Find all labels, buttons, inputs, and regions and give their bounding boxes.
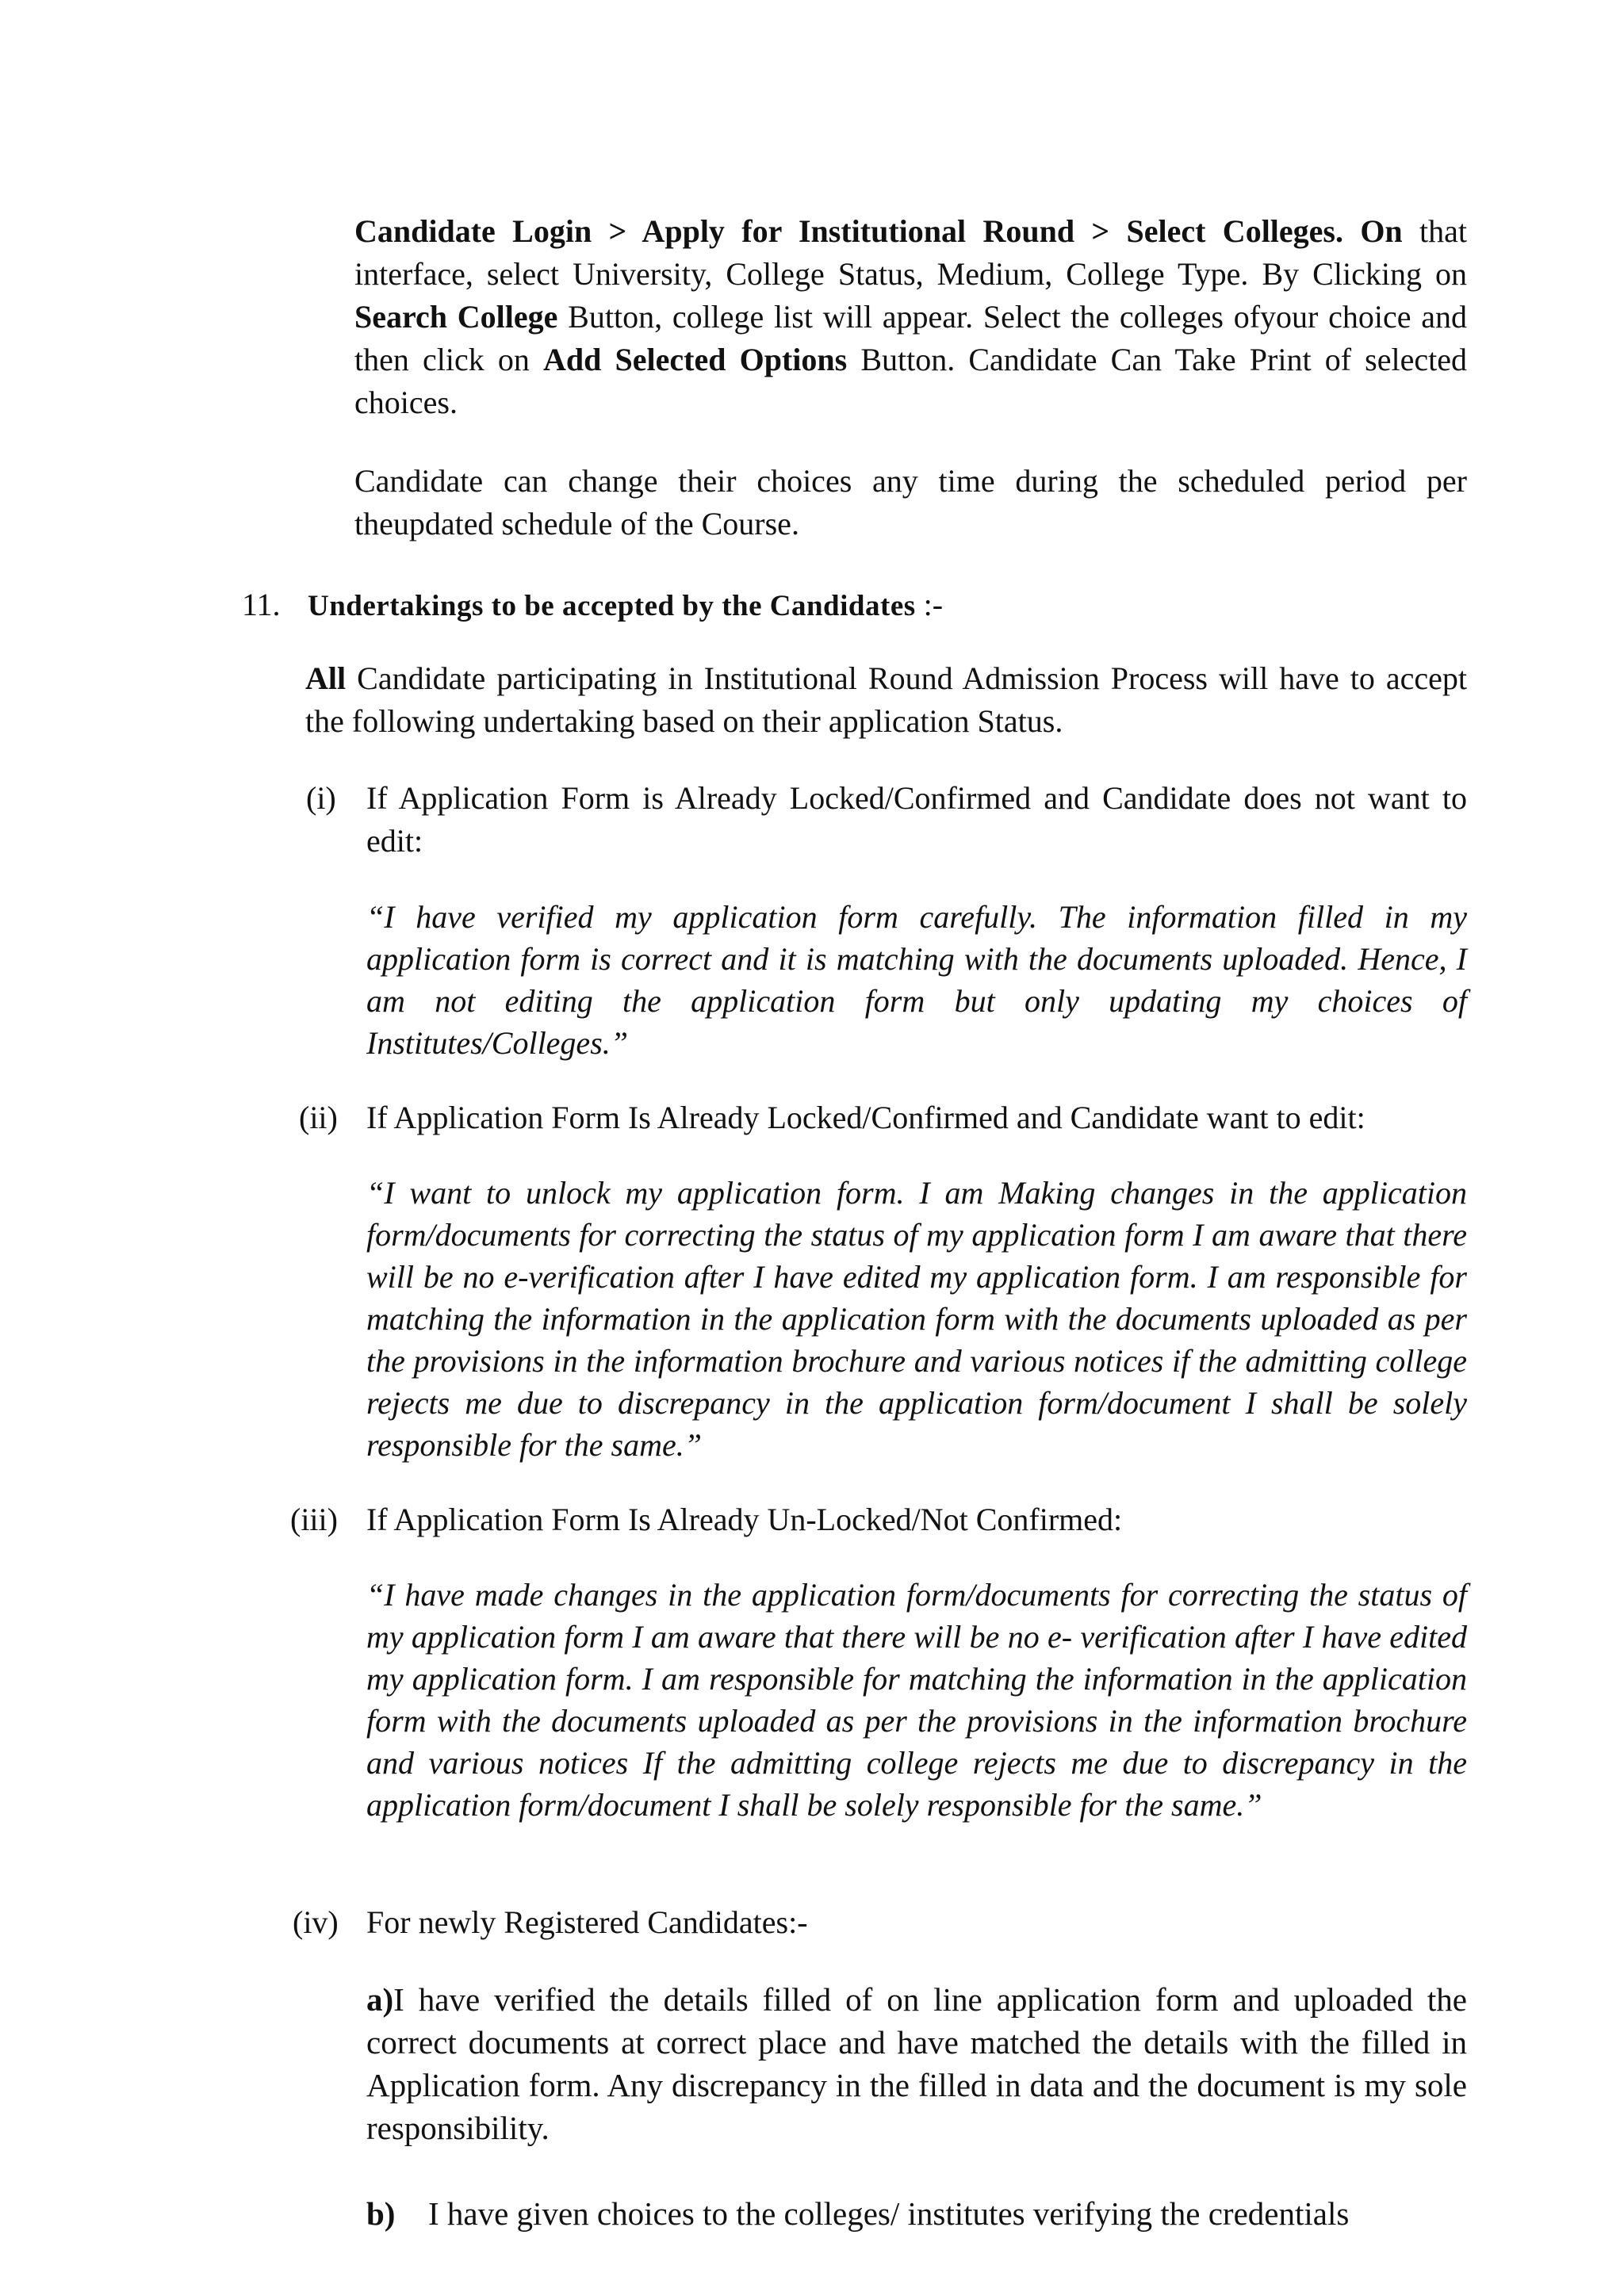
- sub-item-a: a)I have verified the details filled of on line application form and uploaded the correct documents at correct place and have matched the details with the filled in Application form. Any discrepancy in the filled in data and the document is my sole responsibility.: [366, 1981, 1467, 2146]
- item-number: (ii): [299, 1100, 338, 1135]
- undertaking-quote: “I want to unlock my application form. I am Making changes in the application form/documents for correcting the status of my application form I am aware that there will be no e-verification after I have edited my application form. I am responsible for matching the information in the application form with the documents uploaded as per the provisions in the information brochure and various notices if the admitting college rejects me due to discrepancy in the application form/document I shall be solely responsible for the same.”: [366, 1175, 1467, 1463]
- section-heading: Undertakings to be accepted by the Candidates :-: [308, 587, 944, 622]
- item-condition: If Application Form Is Already Locked/Confirmed and Candidate want to edit:: [366, 1100, 1365, 1135]
- change-choices-paragraph: Candidate can change their choices any time during the scheduled period per theupdated schedule of the Course.: [354, 463, 1467, 541]
- item-condition: If Application Form Is Already Un-Locked/Not Confirmed:: [366, 1502, 1123, 1537]
- section-intro: All Candidate participating in Institutional Round Admission Process will have to accept the following undertaking based on their application Status.: [305, 660, 1467, 739]
- intro-paragraph: Candidate Login > Apply for Institutional Round > Select Colleges. On that interface, select University, College Status, Medium, College Type. By Clicking on Search College Button, college list will appear. Select the colleges ofyour choice and then click on Add Selected Options Button. Candidate Can Take Print of selected choices.: [354, 213, 1468, 420]
- sub-item-b: I have given choices to the colleges/ institutes verifying the credentials: [428, 2195, 1350, 2232]
- item-number: (iv): [293, 1904, 339, 1940]
- navigation-path: Candidate Login > Apply for Institutional Round > Select Colleges. On: [354, 213, 1403, 249]
- item-number: (iii): [290, 1502, 338, 1537]
- undertaking-quote: “I have made changes in the application form/documents for correcting the status of my application form I am aware that there will be no e- verification after I have edited my application form. I am responsible for matching the information in the application form with the documents uploaded as per the provisions in the information brochure and various notices If the admitting college rejects me due to discrepancy in the application form/document I shall be solely responsible for the same.”: [366, 1577, 1467, 1823]
- item-condition: For newly Registered Candidates:-: [366, 1904, 808, 1940]
- search-college-button-ref: Search College: [354, 299, 558, 335]
- section-number: 11.: [242, 587, 281, 622]
- item-number: (i): [306, 780, 336, 816]
- add-selected-options-ref: Add Selected Options: [543, 342, 848, 377]
- sub-item-label: a): [366, 1981, 394, 2018]
- undertaking-quote: “I have verified my application form carefully. The information filled in my application form is correct and it is matching with the documents uploaded. Hence, I am not editing the application form but only updating my choices of Institutes/Colleges.”: [366, 899, 1467, 1061]
- sub-item-label: b): [366, 2195, 396, 2232]
- item-condition: If Application Form is Already Locked/Confirmed and Candidate does not want to edit:: [366, 780, 1467, 859]
- section-title: Undertakings to be accepted by the Candidates: [308, 590, 916, 622]
